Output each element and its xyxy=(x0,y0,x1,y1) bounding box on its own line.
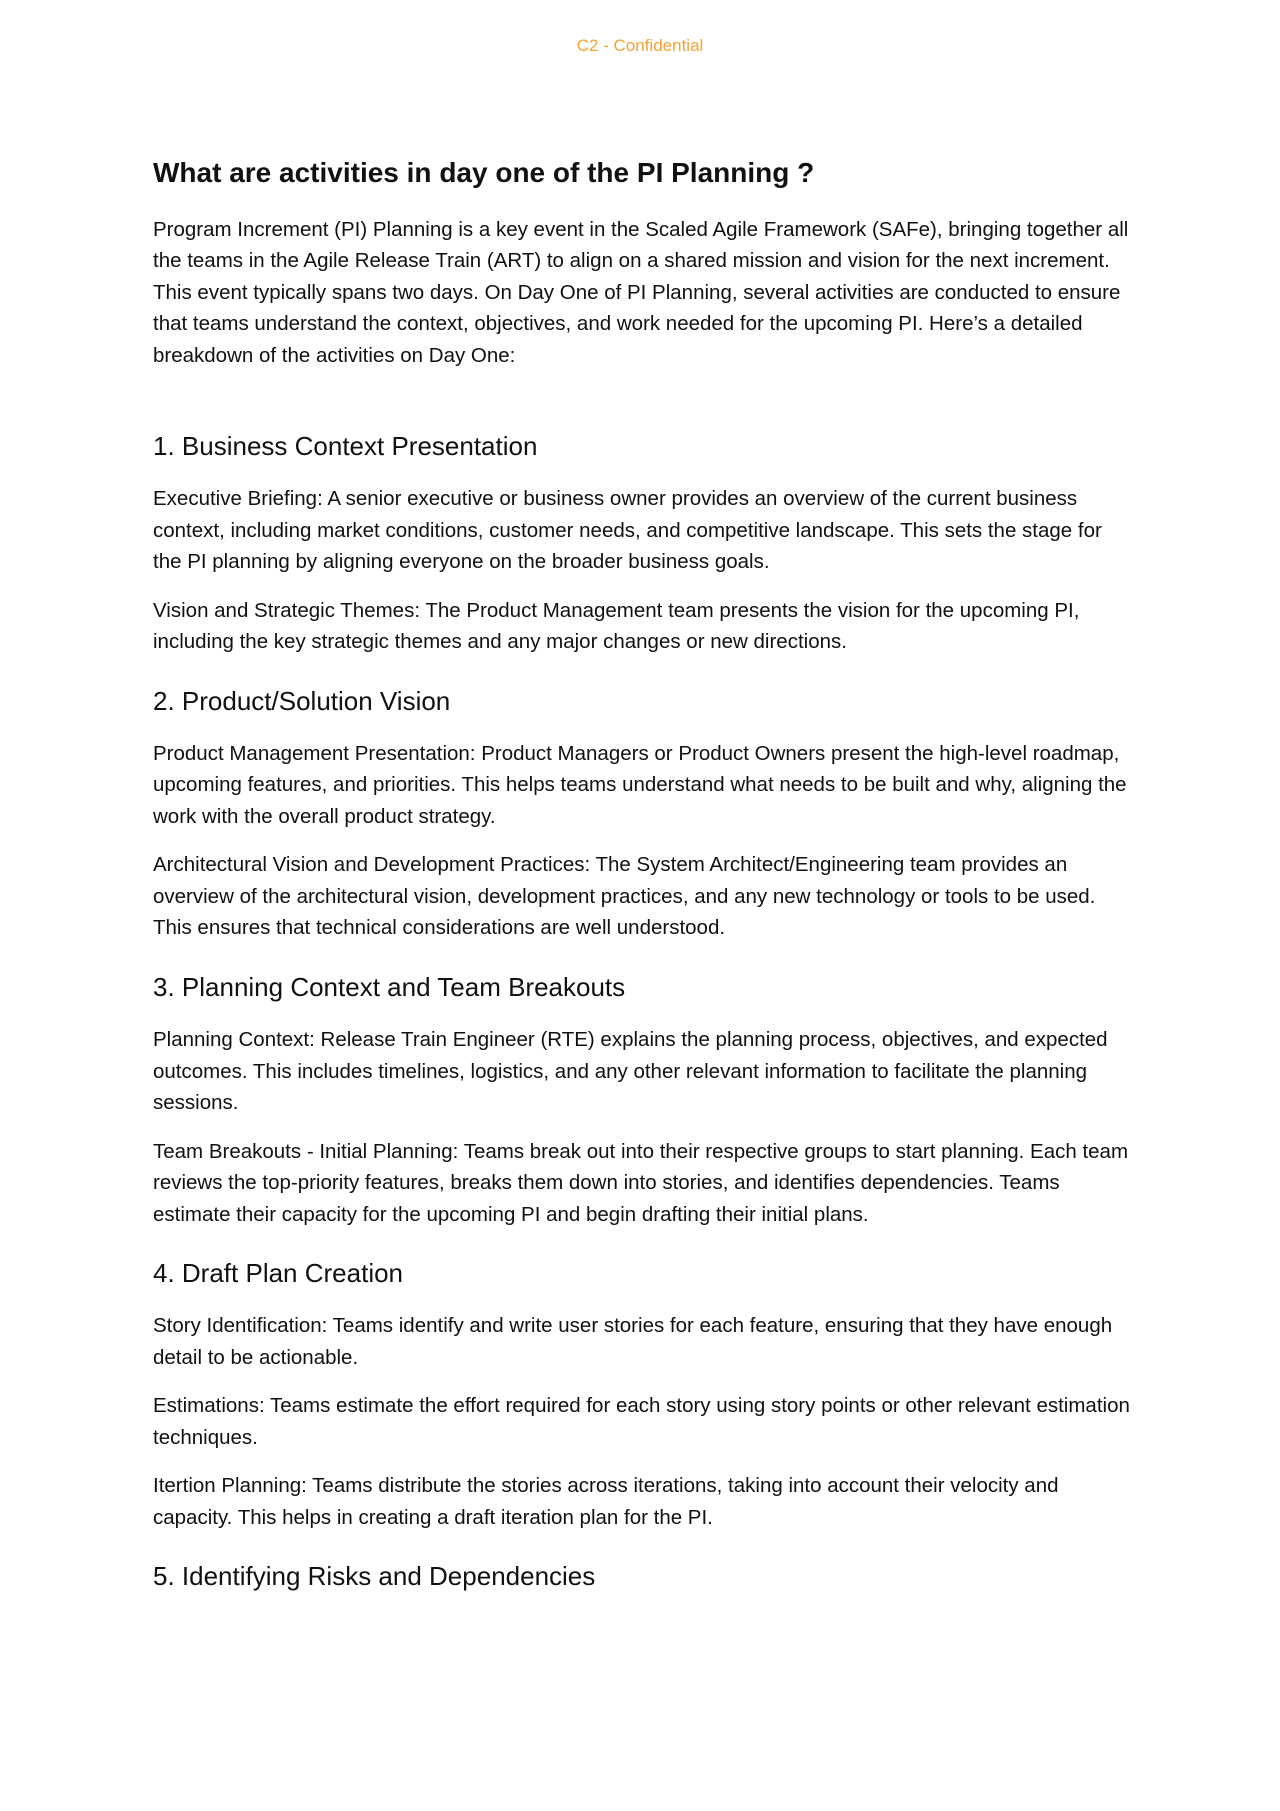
paragraph: Itertion Planning: Teams distribute the stories across iterations, taking into account their velocity and capacity. This helps in creating a draft iteration plan for the PI. xyxy=(153,1474,1059,1529)
paragraph: Team Breakouts - Initial Planning: Teams break out into their respective groups to start planning. Each team reviews the top-priority features, breaks them down into stories, and identifies dependencies. Teams estimate their capacity for the upcoming PI and begin drafting their initial plans. xyxy=(153,1139,1129,1226)
section-risks-dependencies xyxy=(153,1561,1133,1592)
paragraph: Vision and Strategic Themes: The Product Management team presents the vision for the upcoming PI, including the key strategic themes and any major changes or new directions. xyxy=(153,598,1080,654)
section-heading: 4. Draft Plan Creation xyxy=(153,1258,404,1289)
document-body xyxy=(153,156,1133,1614)
paragraph: Estimations: Teams estimate the effort required for each story using story points or other relevant estimation techniques. xyxy=(153,1394,1130,1449)
paragraph: Executive Briefing: A senior executive or business owner provides an overview of the current business context, including market conditions, customer needs, and competitive landscape. This sets the stage for the PI planning by aligning everyone on the broader business goals. xyxy=(153,487,1102,574)
section-draft-plan xyxy=(153,1258,1133,1533)
section-planning-context xyxy=(153,972,1133,1230)
paragraph: Product Management Presentation: Product Managers or Product Owners present the high-level roadmap, upcoming features, and priorities. This helps teams understand what needs to be built and why, aligning the work with the overall product strategy. xyxy=(153,741,1127,828)
paragraph: Story Identification: Teams identify and write user stories for each feature, ensuring that they have enough detail to be actionable. xyxy=(153,1314,1113,1369)
document-title: What are activities in day one of the PI Planning ? xyxy=(153,157,815,188)
section-heading: 2. Product/Solution Vision xyxy=(153,685,451,716)
section-heading: 1. Business Context Presentation xyxy=(153,431,538,462)
paragraph: Architectural Vision and Development Practices: The System Architect/Engineering team provides an overview of the architectural vision, development practices, and any new technology or tools to be used. This ensures that technical considerations are well understood. xyxy=(153,853,1096,940)
section-heading: 3. Planning Context and Team Breakouts xyxy=(153,971,626,1002)
classification-label: C2 - Confidential xyxy=(576,36,704,55)
intro-paragraph: Program Increment (PI) Planning is a key event in the Scaled Agile Framework (SAFe), bringing together all the teams in the Agile Release Train (ART) to align on a shared mission and vision for the next increment. This event typically spans two days. On Day One of PI Planning, several activities are conducted to ensure that teams understand the context, objectives, and work needed for the upcoming PI. Here’s a detailed breakdown of the activities on Day One: xyxy=(153,217,1129,367)
section-product-vision xyxy=(153,686,1133,944)
section-heading: 5. Identifying Risks and Dependencies xyxy=(153,1561,596,1592)
paragraph: Planning Context: Release Train Engineer (RTE) explains the planning process, objectives, and expected outcomes. This includes timelines, logistics, and any other relevant information to facilitate the planning sessions. xyxy=(153,1028,1108,1115)
section-business-context xyxy=(153,431,1133,658)
